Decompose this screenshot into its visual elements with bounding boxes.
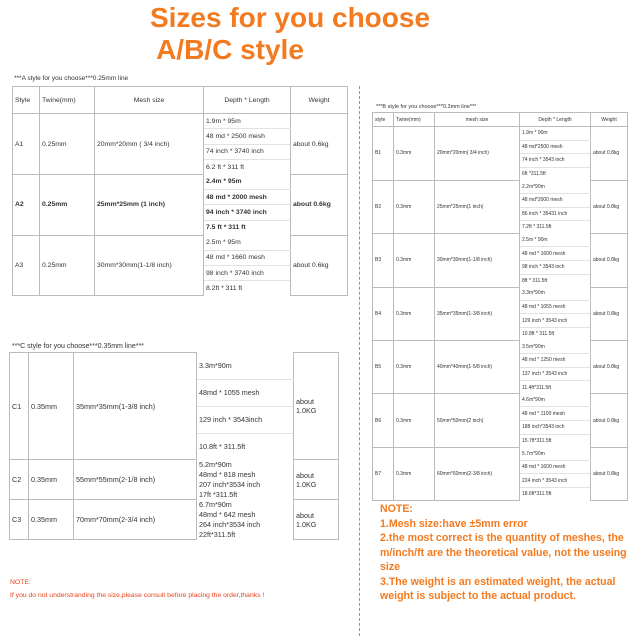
cell-mesh: 70mm*70mm(2-3/4 inch) (74, 500, 197, 540)
cell-twine: 0.3mm (394, 287, 435, 340)
cell-style: A2 (13, 175, 40, 236)
cell-mesh: 55mm*55mm(2-1/8 inch) (74, 460, 197, 500)
header-depth: Depth * Length (520, 113, 591, 127)
cell-style: C2 (10, 460, 29, 500)
cell-depth: 3.3m*90m (520, 287, 591, 300)
table-row (373, 394, 628, 407)
cell-depth: 7.2ft * 311.5ft (520, 221, 591, 234)
cell-mesh: 50mm*50mm(2 inch) (435, 394, 520, 447)
header-style: style (373, 113, 394, 127)
cell-depth: 48 md * 1660 mesh (204, 250, 291, 265)
cell-mesh: 20mm*20mm( 3/4 inch) (435, 127, 520, 181)
table-row (10, 460, 339, 470)
cell-depth: 17ft *311.5ft (197, 490, 294, 500)
cell-depth: 48md * 642 mesh (197, 510, 294, 520)
cell-twine: 0.3mm (394, 127, 435, 181)
table-row (373, 287, 628, 300)
cell-twine: 0.3mm (394, 341, 435, 394)
cell-depth: 129 inch * 3543 inch (520, 314, 591, 328)
cell-depth: 48 md * 1600 mesh (520, 247, 591, 261)
header-depth: Depth * Length (204, 87, 291, 114)
cell-depth: 5.7m*90m (520, 447, 591, 460)
cell-depth: 6.2 ft * 311 ft (204, 160, 291, 175)
note-right-label: NOTE: (380, 503, 413, 515)
cell-weight: about 0.8kg (591, 447, 628, 500)
cell-style: A3 (13, 235, 40, 296)
cell-depth: 94 inch * 3740 inch (204, 205, 291, 220)
cell-depth: 10.8ft * 311.5ft (197, 433, 294, 460)
cell-depth: 48 md * 2500 mesh (204, 129, 291, 144)
cell-depth: 8.2ft * 311 ft (204, 281, 291, 296)
cell-twine: 0.3mm (394, 394, 435, 447)
header-mesh: mesh size (435, 113, 520, 127)
page-subtitle: A/B/C style (156, 34, 304, 65)
cell-depth: 2.5m * 95m (204, 235, 291, 250)
cell-depth: 2.4m * 95m (204, 175, 291, 190)
table-row (13, 114, 348, 129)
cell-style: B1 (373, 127, 394, 181)
cell-weight: about 1.0KG (294, 500, 339, 540)
cell-twine: 0.3mm (394, 180, 435, 233)
cell-mesh: 30mm*30mm(1-1/8 inch) (435, 234, 520, 287)
cell-depth: 11.4ft*311.5ft (520, 381, 591, 394)
cell-weight: about 0.8kg (591, 180, 628, 233)
note-right (380, 502, 638, 604)
header-style: Style (13, 87, 40, 114)
table-row (373, 341, 628, 354)
cell-depth: 188 inch*3543 inch (520, 421, 591, 435)
cell-depth: 5.2m*90m (197, 460, 294, 470)
cell-style: B2 (373, 180, 394, 233)
header-twine: Twine(mm) (40, 87, 95, 114)
cell-mesh: 35mm*35mm(1-3/8 inch) (435, 287, 520, 340)
cell-weight: about 1.0KG (294, 353, 339, 460)
cell-twine: 0.35mm (29, 460, 74, 500)
cell-mesh: 20mm*20mm ( 3/4 inch) (95, 114, 204, 175)
table-a-caption: ***A style for you choose***0.25mm line (14, 75, 129, 82)
header-weight: Weight (291, 87, 348, 114)
table-row (373, 180, 628, 193)
note-right-line-1: 1.Mesh size:have ±5mm error (380, 517, 528, 530)
header-mesh: Mesh size (95, 87, 204, 114)
cell-depth: 48md * 1055 mesh (197, 379, 294, 406)
cell-depth: 48 md * 1055 mesh (520, 300, 591, 314)
cell-depth: 7.5 ft * 311 ft (204, 220, 291, 235)
note-left-text: If you do not understranding the size,please consult before placing the order,thanks ! (10, 592, 265, 599)
cell-style: B5 (373, 341, 394, 394)
cell-depth: 2.5m * 90m (520, 234, 591, 247)
cell-depth: 3.5m*90m (520, 341, 591, 354)
note-right-line-3: 3.The weight is an estimated weight, the actual weight is subject to the actual product. (380, 575, 616, 602)
page-title: Sizes for you choose (149, 2, 431, 33)
cell-twine: 0.35mm (29, 353, 74, 460)
cell-depth: 207 inch*3534 inch (197, 480, 294, 490)
cell-depth: 48 md * 1250 mesh (520, 354, 591, 368)
cell-twine: 0.35mm (29, 500, 74, 540)
cell-depth: 6.7m*90m (197, 500, 294, 510)
cell-twine: 0.25mm (40, 175, 95, 236)
table-row (373, 234, 628, 247)
cell-depth: 18.6ft*311.5ft (520, 488, 591, 501)
cell-depth: 48 md*2500 mesh (520, 140, 591, 154)
cell-mesh: 35mm*35mm(1-3/8 inch) (74, 353, 197, 460)
cell-depth: 1.9m * 90m (520, 127, 591, 141)
cell-weight: about 0.6kg (291, 235, 348, 296)
cell-twine: 0.3mm (394, 447, 435, 500)
cell-depth: 98 inch * 3740 inch (204, 265, 291, 280)
cell-depth: 74 inch * 3740 inch (204, 144, 291, 159)
cell-depth: 224 inch * 3543 inch (520, 474, 591, 488)
cell-depth: 129 inch * 3543inch (197, 406, 294, 433)
cell-depth: 48 md * 1100 mesh (520, 407, 591, 421)
table-row (373, 447, 628, 460)
table-row (13, 235, 348, 250)
cell-weight: about 0.8kg (591, 287, 628, 340)
note-left-label: NOTE: (10, 579, 31, 586)
cell-depth: 10.8ft * 311.5ft (520, 327, 591, 340)
cell-mesh: 25mm*25mm (1 inch) (95, 175, 204, 236)
cell-depth: 74 inch * 3543 inch (520, 154, 591, 168)
cell-weight: about 0.6kg (291, 175, 348, 236)
table-row (13, 175, 348, 190)
cell-depth: 48 md*2000 mesh (520, 193, 591, 207)
cell-style: C1 (10, 353, 29, 460)
cell-mesh: 25mm*25mm(1 inch) (435, 180, 520, 233)
cell-depth: 264 inch*3534 inch (197, 520, 294, 530)
cell-depth: 48 md * 2000 mesh (204, 189, 291, 204)
cell-mesh: 30mm*30mm(1-1/8 inch) (95, 235, 204, 296)
cell-depth: 1.9m * 95m (204, 114, 291, 129)
cell-depth: 15.7ft*311.5ft (520, 434, 591, 447)
cell-weight: about 1.0KG (294, 460, 339, 500)
header-weight: Weight (591, 113, 628, 127)
cell-depth: 22ft*311.5ft (197, 530, 294, 540)
cell-weight: about 0.8kg (591, 394, 628, 447)
cell-depth: 6ft *311.5ft (520, 167, 591, 180)
table-c (9, 352, 339, 540)
cell-style: B3 (373, 234, 394, 287)
table-row (373, 127, 628, 141)
cell-twine: 0.3mm (394, 234, 435, 287)
cell-depth: 8ft * 311.5ft (520, 274, 591, 287)
cell-style: B6 (373, 394, 394, 447)
cell-weight: about 0.8kg (591, 341, 628, 394)
cell-twine: 0.25mm (40, 235, 95, 296)
cell-twine: 0.25mm (40, 114, 95, 175)
cell-mesh: 60mm*60mm(2-3/8 inch) (435, 447, 520, 500)
cell-style: B4 (373, 287, 394, 340)
cell-depth: 137 inch * 3543 inch (520, 367, 591, 381)
cell-style: B7 (373, 447, 394, 500)
cell-depth: 86 inch * 35431 inch (520, 207, 591, 221)
cell-style: C3 (10, 500, 29, 540)
cell-weight: about 0.8kg (591, 127, 628, 181)
table-b (372, 112, 628, 501)
section-divider (359, 86, 360, 636)
note-right-line-2: 2.the most correct is the quantity of meshes, the m/inch/ft are the theoretical value, not the useing size (380, 532, 627, 573)
cell-weight: about 0.6kg (291, 114, 348, 175)
table-row (10, 500, 339, 510)
table-b-caption: ***B style for you choose***0.3mm line*** (376, 104, 477, 110)
table-a (12, 86, 348, 296)
table-row (10, 353, 339, 380)
cell-style: A1 (13, 114, 40, 175)
cell-depth: 2.2m*90m (520, 180, 591, 193)
cell-weight: about 0.8kg (591, 234, 628, 287)
cell-depth: 98 inch * 3543 inch (520, 260, 591, 274)
cell-depth: 48 md * 1600 mesh (520, 460, 591, 474)
header-twine: Twine(mm) (394, 113, 435, 127)
cell-depth: 3.3m*90m (197, 353, 294, 380)
cell-mesh: 40mm*40mm(1-5/8 inch) (435, 341, 520, 394)
note-left (10, 576, 264, 602)
cell-depth: 4.6m*90m (520, 394, 591, 407)
table-c-caption: ***C style for you choose***0.35mm line*** (12, 343, 144, 350)
cell-depth: 48md * 818 mesh (197, 470, 294, 480)
